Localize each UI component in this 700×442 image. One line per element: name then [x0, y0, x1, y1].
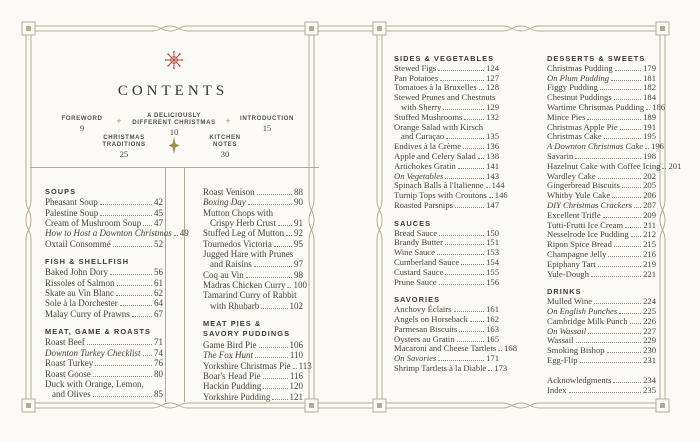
toc-entry: Boxing Day 90: [203, 197, 303, 208]
dot-leader: [263, 378, 288, 379]
toc-entry-continuation: and Raisins 97: [210, 259, 303, 270]
toc-entry: On Wassail 227: [547, 325, 656, 336]
toc-entry: Custard Sauce 155: [394, 266, 499, 277]
dot-leader: [117, 285, 152, 286]
dot-leader: [439, 235, 484, 236]
front-matter-page: 10: [169, 127, 179, 137]
toc-section-header: DESSERTS & SWEETS: [547, 54, 646, 63]
dot-leader: [608, 256, 641, 257]
toc-section: [203, 187, 307, 311]
toc-entry: Chestnut Puddings 184: [547, 92, 656, 103]
toc-entry: Savarin 198: [547, 150, 656, 161]
front-matter-label: INTRODUCTION: [240, 115, 294, 122]
dot-leader: [287, 287, 291, 288]
column-divider-rule: [184, 167, 185, 402]
toc-section: [45, 187, 189, 249]
dot-leader: [274, 246, 292, 247]
toc-entry: Gingerbread Biscuits 205: [547, 180, 656, 191]
front-matter-page: 25: [119, 149, 129, 159]
toc-entry: Stuffed Mushrooms 132: [394, 111, 499, 122]
toc-section-header: MEAT, GAME & ROASTS: [45, 327, 152, 337]
dot-leader: [259, 347, 288, 348]
toc-entry: Wine Sauce 153: [394, 247, 499, 258]
toc-entry: On Vegetables 143: [394, 170, 499, 181]
toc-entry: Hazelnut Cake with Coffee Icing 201: [547, 160, 682, 171]
dot-leader: [587, 119, 641, 120]
dot-leader: [614, 246, 641, 247]
toc-section-header: SOUPS: [45, 187, 77, 196]
toc-entry: Rissoles of Salmon 61: [45, 277, 163, 288]
dot-leader: [438, 70, 484, 71]
toc-entry: Roast Turkey 76: [45, 358, 163, 369]
front-matter-label: FOREWORD: [61, 115, 103, 122]
toc-section: [394, 54, 508, 211]
dot-leader: [445, 244, 484, 245]
toc-entry: Cambridge Milk Punch 226: [547, 315, 656, 326]
toc-entry: Egg-Flip 231: [547, 354, 656, 365]
toc-entry: Tutti-Frutti Ice Cream 211: [547, 219, 656, 230]
dot-leader: [445, 274, 484, 275]
toc-entry: Downton Turkey Checklist 74: [45, 347, 163, 358]
toc-entry: Skate au Vin Blanc 62: [45, 288, 163, 299]
front-matter-page: 15: [262, 123, 272, 133]
dot-leader: [613, 382, 641, 383]
dot-leader: [457, 341, 484, 342]
toc-entry: Wardley Cake 202: [547, 170, 656, 181]
toc-column: [394, 54, 517, 374]
toc-entry: Roasted Parsnips 147: [394, 199, 499, 210]
dot-leader: [458, 168, 484, 169]
toc-entry: Sole à la Dorchester 64: [45, 298, 163, 309]
dot-leader: [459, 331, 484, 332]
toc-section-header: MEAT PIES &: [203, 319, 262, 329]
dot-leader: [87, 344, 152, 345]
toc-section-header: SIDES & VEGETABLES: [394, 54, 495, 63]
dot-leader: [588, 333, 641, 334]
toc-entry: Prune Sauce 156: [394, 276, 499, 287]
toc-entry: Parmesan Biscuits 163: [394, 323, 499, 334]
dot-leader: [255, 357, 288, 358]
front-matter-label: DIFFERENT CHRISTMAS: [132, 119, 216, 126]
toc-entry: Turnip Tops with Croutons 146: [394, 190, 508, 201]
dot-leader: [440, 80, 484, 81]
toc-section-header: SAVORIES: [394, 295, 441, 305]
dot-leader: [575, 158, 641, 159]
toc-column: [45, 187, 189, 400]
dot-leader: [120, 305, 152, 306]
toc-entry: How to Host a Downton Christmas 49: [45, 228, 189, 239]
toc-entry: Tournedos Victoria 95: [203, 238, 303, 249]
toc-entry: Mutton Chops with: [203, 207, 274, 218]
toc-entry: Angels on Horseback 162: [394, 313, 499, 324]
toc-entry: Orange Salad with Kirsch: [394, 121, 484, 132]
dot-leader: [598, 178, 641, 179]
front-matter-traditions: [102, 134, 145, 159]
dot-leader: [479, 89, 484, 90]
dot-leader: [463, 148, 484, 149]
dot-leader: [607, 352, 642, 353]
toc-entry: Mince Pies 189: [547, 111, 656, 122]
dot-leader: [455, 207, 484, 208]
toc-entry: Brandy Butter 151: [394, 237, 499, 248]
dot-leader: [645, 148, 649, 149]
dot-leader: [630, 323, 641, 324]
dot-leader: [445, 178, 484, 179]
toc-section: [45, 327, 163, 399]
toc-entry: Christmas Pudding 179: [547, 62, 656, 73]
toc-entry-continuation: with Rhubarb 102: [210, 300, 303, 311]
toc-entry: Acknowledgments 234: [547, 374, 656, 385]
toc-entry: Nesselrode Ice Pudding 212: [547, 229, 656, 240]
toc-entry: DIY Christmas Crackers 207: [547, 199, 656, 210]
toc-entry: Artichokes Gratin 141: [394, 160, 499, 171]
toc-entry: Spinach Balls à l'Italienne 144: [394, 180, 505, 191]
dot-leader: [580, 362, 642, 363]
dot-leader: [174, 235, 178, 236]
toc-section: [394, 219, 499, 288]
dot-leader: [132, 316, 152, 317]
dot-leader: [263, 388, 287, 389]
dot-leader: [93, 396, 152, 397]
toc-entry: Oxtail Consommé 52: [45, 238, 163, 249]
toc-entry: Excellent Trifle 209: [547, 209, 656, 220]
toc-entry: Wartime Christmas Pudding 186: [547, 101, 666, 112]
front-matter-label: NOTES: [212, 141, 237, 148]
dot-leader: [95, 365, 152, 366]
toc-entry-continuation: and Curaçao 135: [401, 131, 499, 142]
dot-leader: [615, 70, 641, 71]
dot-leader: [116, 295, 152, 296]
dot-leader: [594, 303, 641, 304]
dot-leader: [576, 342, 642, 343]
toc-entry: Shrimp Tartlets à la Diable 173: [394, 362, 508, 373]
dot-leader: [100, 204, 152, 205]
dot-leader: [614, 99, 641, 100]
toc-entry: Roast Beef 71: [45, 337, 163, 348]
toc-column: [547, 54, 682, 395]
toc-entry: Stewed Figs 124: [394, 62, 499, 73]
front-matter-introduction: [240, 115, 294, 133]
dot-leader: [612, 197, 641, 198]
plus-separator: +: [116, 116, 122, 126]
toc-section: [547, 54, 682, 279]
dot-leader: [286, 235, 292, 236]
dot-leader: [598, 266, 641, 267]
dot-leader: [634, 207, 641, 208]
dot-leader: [261, 308, 287, 309]
toc-entry: Yorkshire Christmas Pie 113: [203, 360, 312, 371]
toc-entry: Index 235: [547, 384, 656, 395]
toc-entry: Pheasant Soup 42: [45, 197, 163, 208]
toc-entry: Wassail 229: [547, 335, 656, 346]
toc-entry: Christmas Apple Pie 191: [547, 121, 656, 132]
dot-leader: [603, 217, 641, 218]
dot-leader: [646, 109, 650, 110]
dot-leader: [488, 370, 492, 371]
toc-entry: Christmas Cake 195: [547, 131, 656, 142]
dot-leader: [478, 158, 484, 159]
dot-leader: [437, 254, 484, 255]
toc-entry: Tamarind Curry of Rabbit: [203, 290, 297, 301]
dot-leader: [110, 274, 152, 275]
toc-entry: Bread Sauce 150: [394, 227, 499, 238]
dot-leader: [600, 89, 641, 90]
dot-leader: [470, 321, 484, 322]
four-point-star-icon: [168, 136, 180, 155]
dot-leader: [272, 399, 287, 400]
toc-entry: Yorkshire Pudding 121: [203, 391, 303, 402]
dot-leader: [113, 246, 152, 247]
dot-leader: [461, 264, 484, 265]
dot-leader: [438, 360, 484, 361]
dot-leader: [619, 313, 641, 314]
toc-entry: Game Bird Pie 106: [203, 339, 303, 350]
toc-section: [394, 295, 517, 373]
toc-entry-continuation: and Olives 85: [52, 389, 163, 400]
front-matter-page: 9: [79, 123, 85, 133]
toc-section-header: SAVORY PUDDINGS: [203, 329, 291, 339]
dot-leader: [257, 194, 292, 195]
right-page: [350, 0, 700, 442]
dot-leader: [464, 119, 484, 120]
dot-leader: [591, 276, 641, 277]
dot-leader: [254, 266, 292, 267]
dot-leader: [446, 138, 484, 139]
dot-leader: [439, 284, 484, 285]
dot-leader: [611, 80, 641, 81]
dot-leader: [498, 350, 502, 351]
toc-entry: The Fox Hunt 110: [203, 350, 303, 361]
toc-section: [45, 257, 163, 319]
toc-entry: A Downton Christmas Cake 196: [547, 141, 664, 152]
divider-rule: [30, 167, 319, 168]
toc-entry: Smoking Bishop 230: [547, 345, 656, 356]
column-divider-rule: [165, 167, 166, 402]
toc-entry: Epiphany Tart 219: [547, 258, 656, 269]
dot-leader: [443, 109, 484, 110]
dot-leader: [454, 311, 485, 312]
toc-section-header: SAUCES: [394, 218, 432, 228]
toc-entry: On English Punches 225: [547, 305, 656, 316]
toc-entry: Mulled Wine 224: [547, 296, 656, 307]
dot-leader: [620, 129, 641, 130]
toc-entry: Figgy Pudding 182: [547, 82, 656, 93]
contents-title: CONTENTS: [117, 83, 229, 99]
dot-leader: [631, 236, 641, 237]
dot-leader: [293, 368, 297, 369]
dot-leader: [622, 187, 641, 188]
front-matter-page: 30: [220, 149, 230, 159]
toc-column: [203, 187, 312, 402]
toc-entry: On Plum Pudding 181: [547, 72, 656, 83]
toc-entry: Roast Venison 88: [203, 187, 303, 197]
toc-entry: Roast Goose 80: [45, 368, 163, 379]
toc-entry: On Savories 171: [394, 353, 499, 364]
dot-leader: [604, 138, 641, 139]
toc-entry: Palestine Soup 45: [45, 207, 163, 218]
toc-entry: Malay Curry of Prawns 67: [45, 308, 163, 319]
dot-leader: [100, 215, 152, 216]
toc-entry: Anchovy Éclairs 161: [394, 304, 499, 315]
toc-section: [203, 319, 312, 402]
dot-leader: [662, 168, 666, 169]
toc-entry: Jugged Hare with Prunes: [203, 249, 294, 260]
front-matter-label: CHRISTMAS: [103, 134, 145, 141]
front-matter-label: TRADITIONS: [102, 141, 146, 148]
toc-entry: Apple and Celery Salad 138: [394, 150, 499, 161]
toc-entry: Cumberland Sauce 154: [394, 256, 499, 267]
toc-entry: Cream of Mushroom Soup 47: [45, 218, 163, 229]
toc-entry-continuation: with Sherry 129: [401, 101, 499, 112]
toc-section-header: DRINKS: [547, 287, 582, 297]
front-matter-label: KITCHEN: [209, 134, 241, 141]
toc-section-header: FISH & SHELLFISH: [45, 257, 130, 267]
toc-entry: Tomatoes à la Bruxelles 128: [394, 82, 499, 93]
toc-entry: Baked John Dory 56: [45, 267, 163, 278]
snowflake-icon: [165, 51, 183, 69]
toc-section: [547, 376, 656, 396]
toc-entry: Yule-Dough 221: [547, 268, 656, 279]
toc-entry: Oysters au Gratin 165: [394, 333, 499, 344]
toc-entry: Ripon Spice Bread 215: [547, 239, 656, 250]
toc-entry: Stewed Prunes and Chestnuts: [394, 92, 496, 103]
dot-leader: [625, 227, 641, 228]
dot-leader: [143, 225, 152, 226]
toc-entry: Boar's Head Pie 116: [203, 370, 303, 381]
toc-entry: Endives à la Crème 136: [394, 141, 499, 152]
dot-leader: [143, 355, 153, 356]
toc-entry: Coq au Vin 98: [203, 269, 303, 280]
front-matter-label: A DELICIOUSLY: [146, 112, 202, 119]
toc-entry: Madras Chicken Curry 100: [203, 280, 307, 291]
toc-section: [547, 287, 656, 365]
dot-leader: [569, 392, 642, 393]
dot-leader: [486, 187, 490, 188]
dot-leader: [248, 204, 292, 205]
toc-entry: Pan Potatoes 127: [394, 72, 499, 83]
toc-entry: Duck with Orange, Lemon,: [45, 378, 144, 389]
dot-leader: [93, 376, 152, 377]
toc-entry: Hackin Pudding 120: [203, 381, 303, 392]
plus-separator: +: [225, 116, 231, 126]
front-matter-kitchen: [209, 134, 240, 159]
toc-entry: Stuffed Leg of Mutton 92: [203, 228, 303, 239]
toc-entry-continuation: Crispy Herb Crust 91: [210, 218, 303, 229]
toc-entry: Whitby Yule Cake 206: [547, 190, 656, 201]
toc-entry: Macaroni and Cheese Tartlets 168: [394, 343, 517, 354]
front-matter-foreword: [61, 115, 102, 133]
dot-leader: [246, 277, 292, 278]
dot-leader: [489, 197, 493, 198]
toc-entry: Champagne Jelly 216: [547, 248, 656, 259]
dot-leader: [278, 225, 292, 226]
